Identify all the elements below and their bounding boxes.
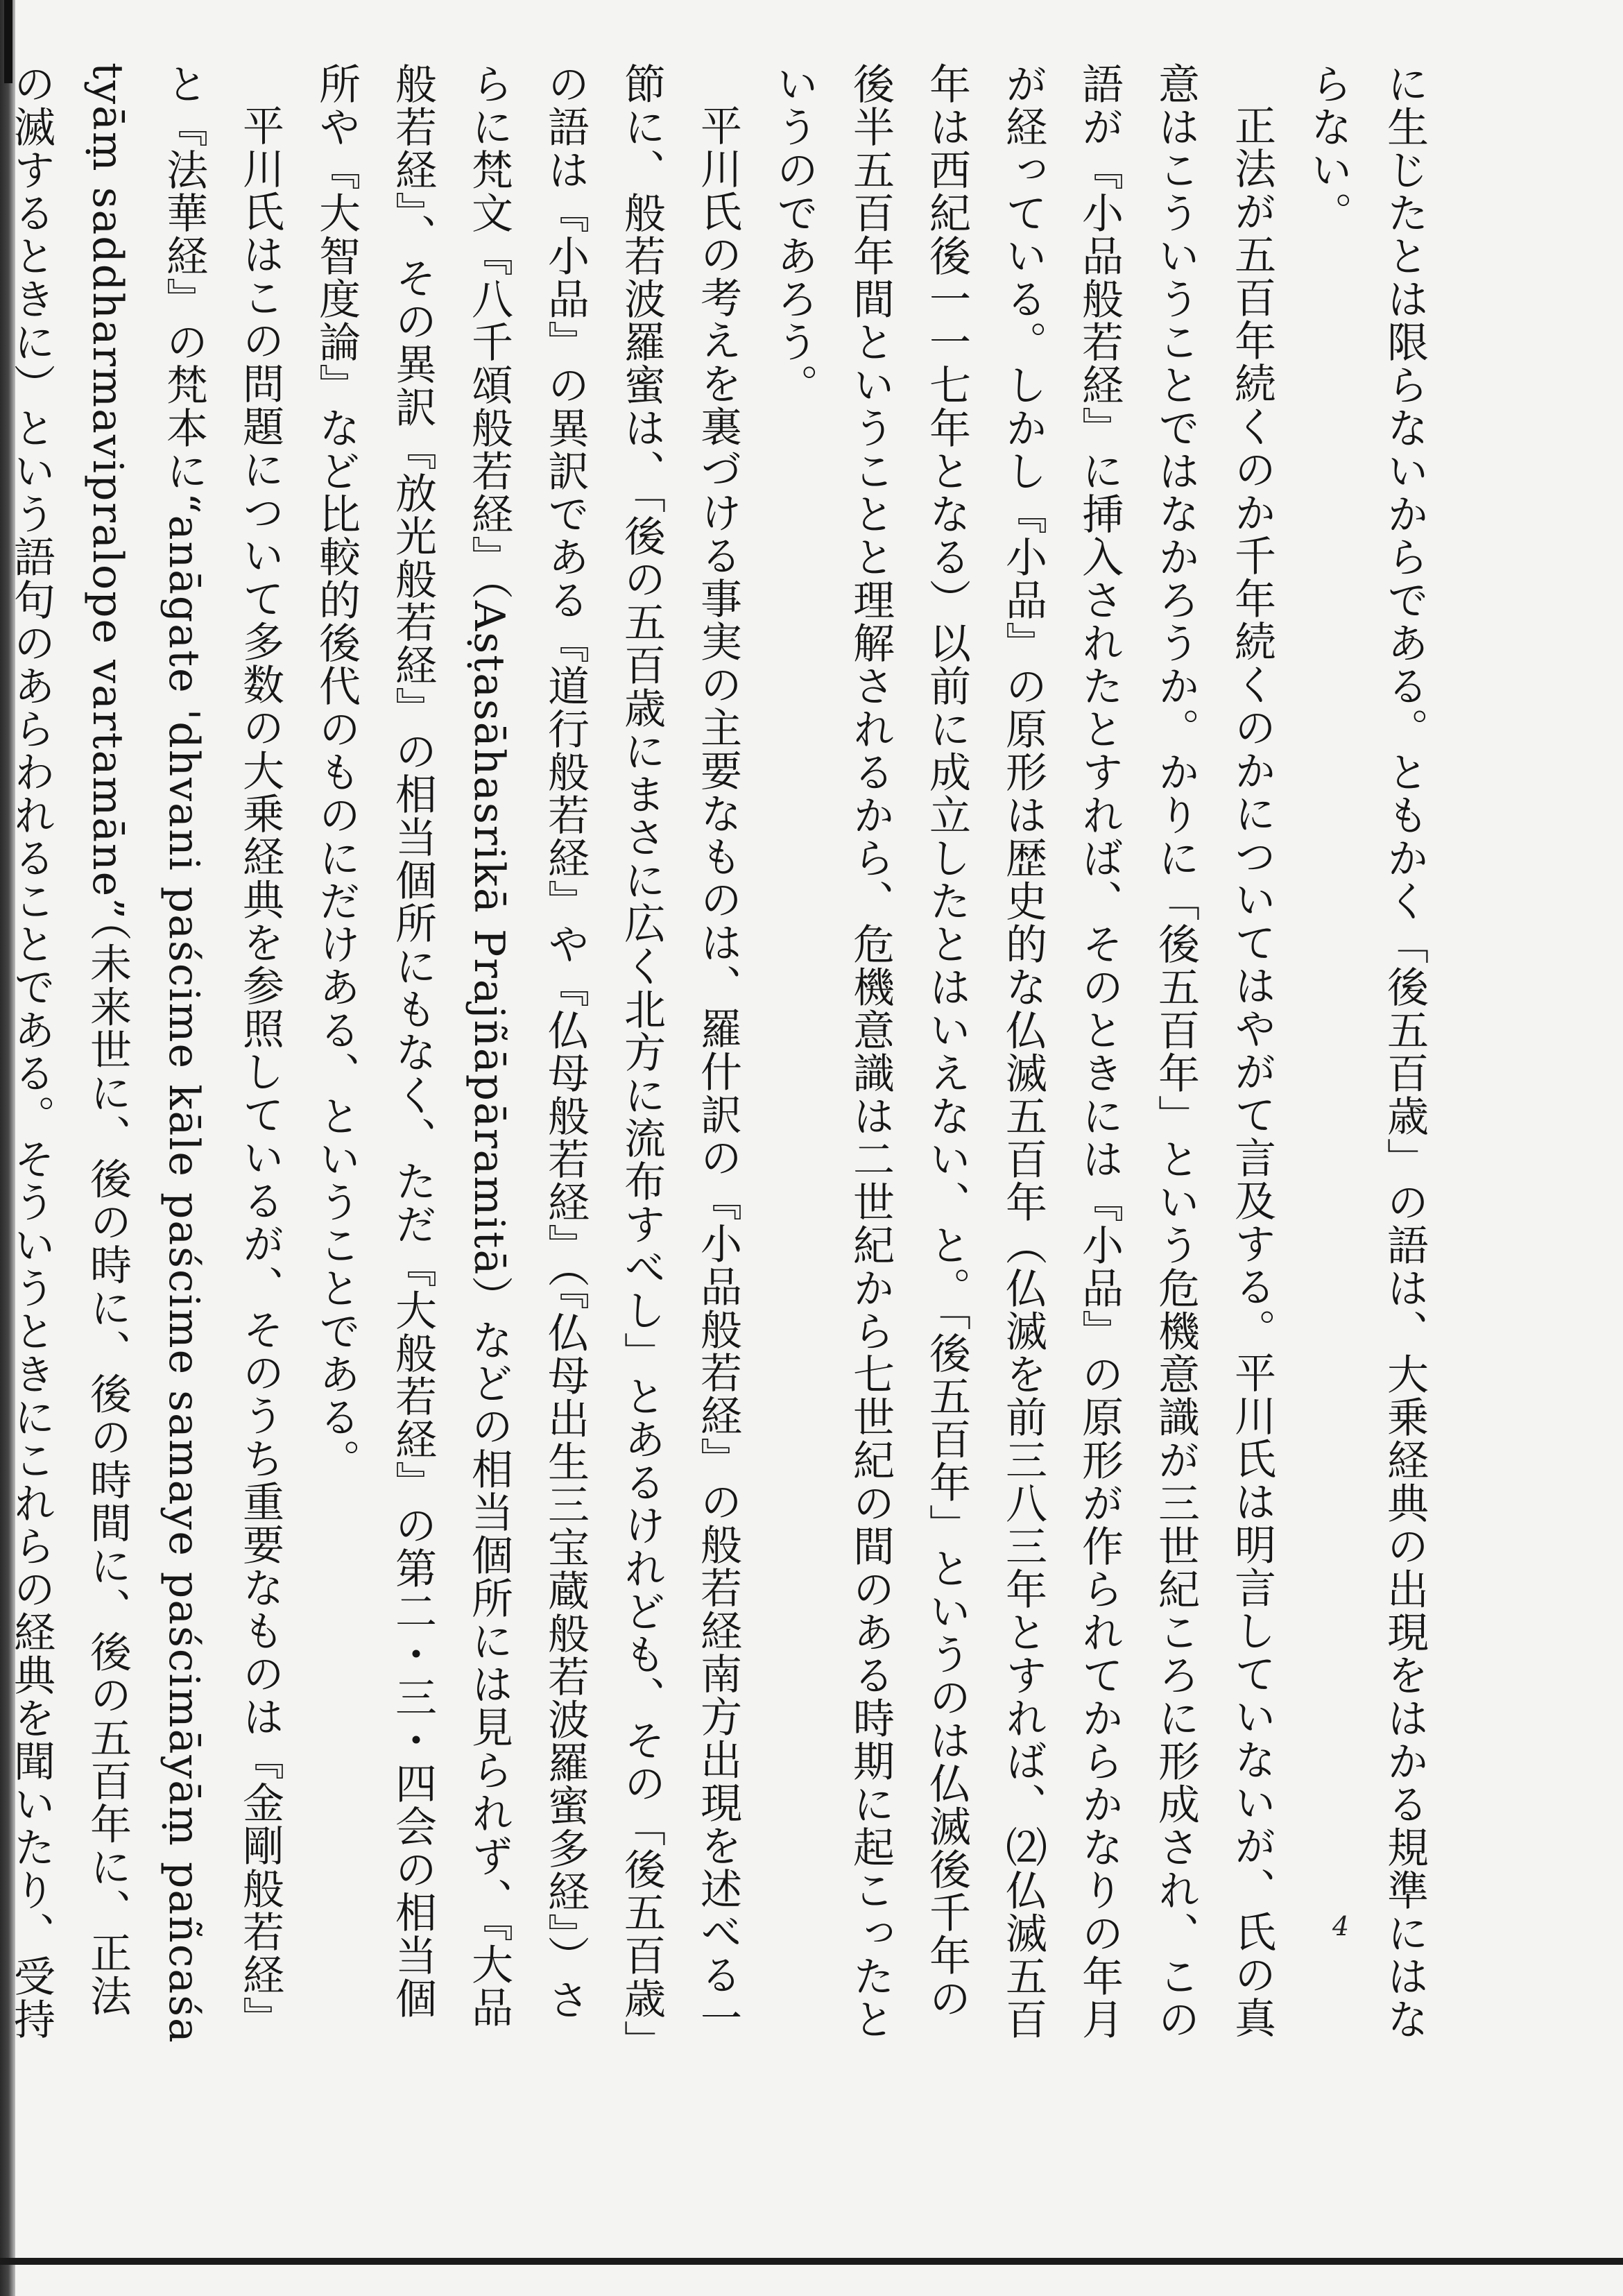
paragraph-2: 正法が五百年続くのか千年続くのかについてはやがて言及する。平川氏は明言していないが、氏の真意はこういうことではなかろうか。かりに「後五百年」という危機意識が三世紀ころに形成され、この語が『小品般若経』に挿入されたとすれば、そのときには『小品』の原形が作られてからかなりの年月が経っている。しかし『小品』の原形は歴史的な仏滅五百年（仏滅を前三八三年とすれば、⑵仏滅五百年は西紀後一一七年となる）以前に成立したとはいえない、と。「後五百年」というのは仏滅後千年の後半五百年間ということと理解されるから、危機意識は二世紀から七世紀の間のある時期に起こったというのであろう。 — [770, 62, 1276, 2041]
vertical-text-body — [7, 62, 1443, 2046]
bottom-scan-rule — [0, 2258, 1623, 2265]
paragraph-1: に生じたとは限らないからである。ともかく「後五百歳」の語は、大乗経典の出現をはかる規準にはならない。 — [1304, 62, 1429, 2041]
document-page — [7, 62, 1443, 2074]
paragraph-4: 平川氏はこの問題について多数の大乗経典を参照しているが、そのうち重要なものは『金剛般若経』と『法華経』の梵本に“anāgate 'dhvani paścime kāle paścime samaye paścimāyāṃ pañcaśatyāṃ saddharmavipralope vartamāne”（未来世に、後の時に、後の時間に、後の五百年に、正法の滅するときに）という語句のあらわれることである。そういうときにこれらの経典を聞いたり、受持 — [7, 62, 284, 2044]
page-number: 4 — [1332, 1911, 1349, 1942]
paragraph-3: 平川氏の考えを裏づける事実の主要なものは、羅什訳の『小品般若経』の般若経南方出現を述べる一節に、般若波羅蜜は、「後の五百歳にまさに広く北方に流布すべし」とあるけれども、その「後五百歳」の語は『小品』の異訳である『道行般若経』や『仏母般若経』（『仏母出生三宝蔵般若波羅蜜多経』）さらに梵文『八千頌般若経』（Aṣṭasāhasrikā Prajñāpāramitā）などの相当個所には見られず、『大品般若経』、その異訳『放光般若経』の相当個所にもなく、ただ『大般若経』の第二・三・四会の相当個所や『大智度論』など比較的後代のものにだけある、ということである。 — [312, 62, 742, 2042]
